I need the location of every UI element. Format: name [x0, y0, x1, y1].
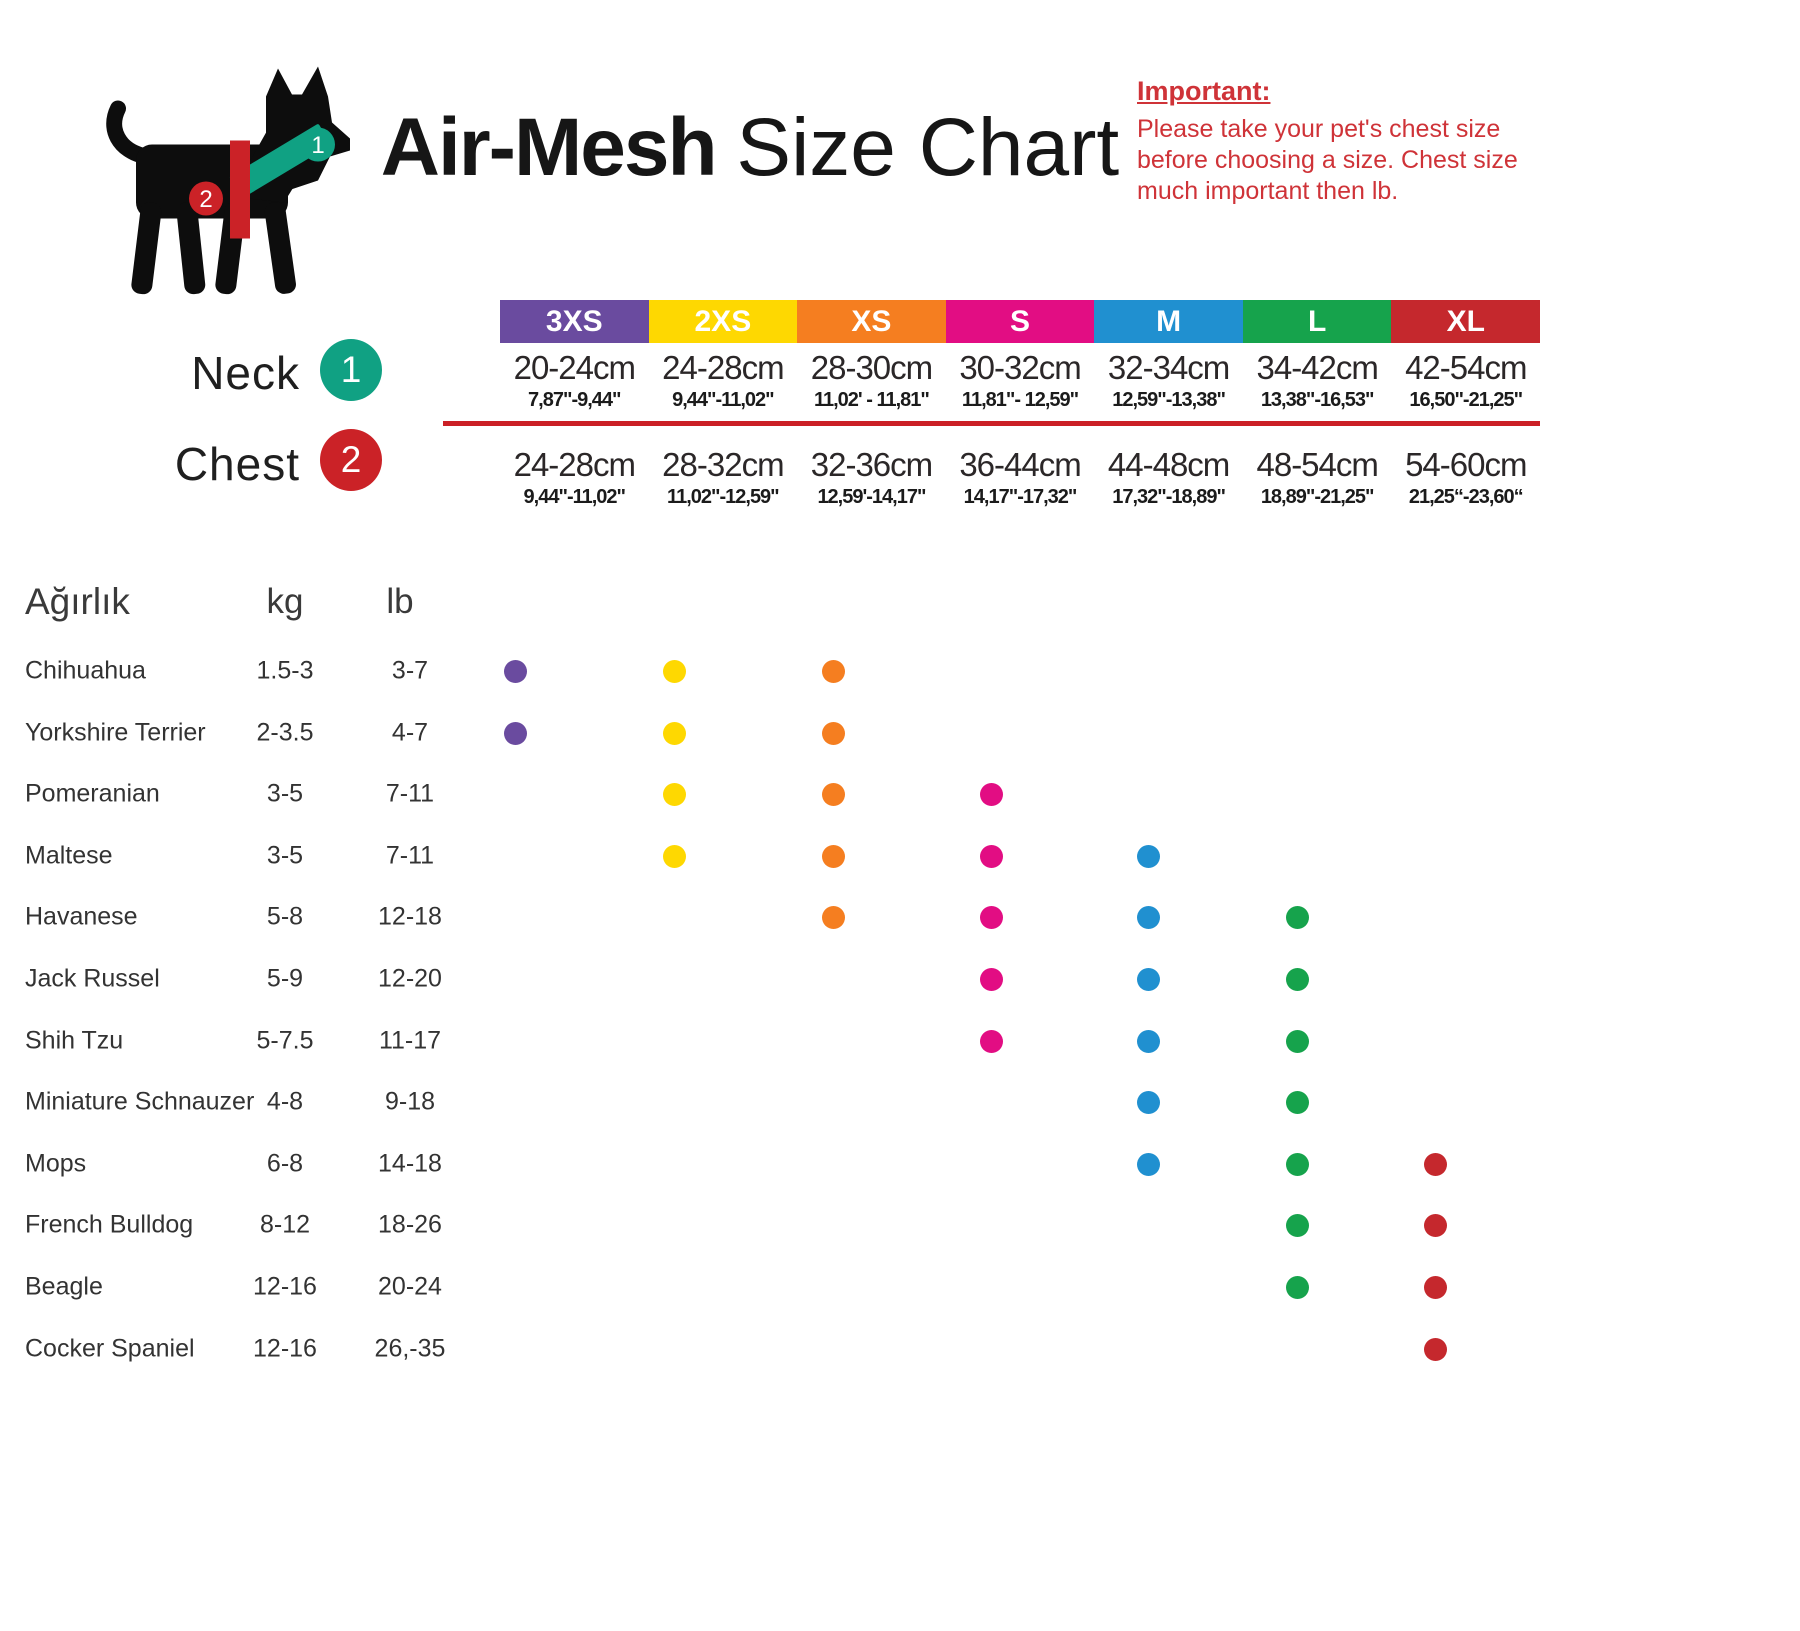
chest-cm-value: 28-32cm — [662, 446, 784, 483]
neck-cm-value: 28-30cm — [810, 349, 933, 386]
size-dot-xl — [1424, 1276, 1447, 1299]
size-dot-xs — [822, 722, 845, 745]
chest-inch-value: 12,59'-14,17" — [817, 486, 926, 508]
column-header-kg: kg — [266, 582, 304, 621]
size-dot-2xs — [663, 660, 686, 683]
table-row — [0, 763, 1800, 825]
chest-inch-value: 21,25“-23,60“ — [1408, 486, 1523, 508]
dog-leg — [130, 201, 162, 295]
chest-inch-value: 9,44"-11,02" — [523, 486, 626, 508]
chest-size-cell-xs — [797, 446, 946, 509]
neck-inch-value: 11,02' - 11,81" — [813, 389, 929, 411]
size-dot-xl — [1424, 1153, 1447, 1176]
neck-inch-value: 9,44"-11,02" — [672, 389, 774, 411]
neck-cm-value: 32-34cm — [1107, 349, 1230, 386]
table-row — [0, 1071, 1800, 1133]
size-column-s: S — [946, 300, 1095, 343]
dog-diagram — [78, 55, 358, 303]
page-title — [380, 98, 1120, 198]
chest-cm-value: 44-48cm — [1107, 446, 1230, 483]
breed-name: Jack Russel — [25, 964, 160, 993]
neck-cm-value: 24-28cm — [662, 349, 784, 386]
dog-leg — [264, 201, 298, 295]
breed-kg-value: 5-7.5 — [256, 1026, 314, 1055]
size-dot-s — [980, 783, 1003, 806]
size-dot-l — [1286, 1276, 1309, 1299]
breed-name: French Bulldog — [25, 1210, 194, 1239]
neck-cm-value: 42-54cm — [1405, 349, 1527, 386]
breed-lb-value: 4-7 — [391, 718, 429, 747]
chest-cm-value: 24-28cm — [513, 446, 635, 483]
breed-table-header — [0, 580, 1800, 624]
breed-kg-value: 5-8 — [266, 902, 304, 931]
breed-name: Shih Tzu — [25, 1026, 124, 1055]
neck-inch-value: 13,38"-16,53" — [1260, 389, 1374, 411]
chest-marker-badge — [189, 182, 223, 216]
breed-kg-value: 2-3.5 — [256, 718, 314, 747]
breed-name: Pomeranian — [25, 779, 160, 808]
breed-kg-value: 12-16 — [253, 1334, 317, 1363]
neck-size-cell-xl — [1391, 349, 1540, 412]
chest-size-cell-3xs — [500, 446, 649, 509]
table-row — [0, 1133, 1800, 1195]
neck-inch-value: 7,87"-9,44" — [528, 389, 621, 411]
size-column-l: L — [1243, 300, 1392, 343]
breed-name: Mops — [25, 1149, 87, 1178]
breed-kg-value: 6-8 — [266, 1149, 304, 1178]
neck-size-cell-3xs — [500, 349, 649, 412]
chest-row-label: Chest — [174, 438, 300, 490]
breed-name: Beagle — [25, 1272, 103, 1301]
chest-size-cell-l — [1243, 446, 1392, 509]
chest-number-badge: 2 — [320, 429, 382, 491]
neck-number-badge: 1 — [320, 339, 382, 401]
size-dot-s — [980, 906, 1003, 929]
chest-values-row — [500, 446, 1540, 509]
chest-size-cell-2xs — [649, 446, 798, 509]
breed-lb-value: 20-24 — [378, 1272, 442, 1301]
neck-size-cell-l — [1243, 349, 1392, 412]
chest-inch-value: 18,89"-21,25" — [1260, 486, 1374, 508]
breed-lb-value: 14-18 — [378, 1149, 442, 1178]
breed-lb-value: 3-7 — [391, 656, 429, 685]
breed-lb-value: 18-26 — [378, 1210, 442, 1239]
breed-lb-value: 11-17 — [378, 1026, 442, 1055]
breed-kg-value: 8-12 — [259, 1210, 311, 1239]
size-column-2xs: 2XS — [649, 300, 798, 343]
breed-kg-value: 5-9 — [266, 964, 304, 993]
breed-kg-value: 4-8 — [266, 1087, 304, 1116]
chest-inch-value: 11,02"-12,59" — [667, 486, 779, 508]
size-dot-2xs — [663, 722, 686, 745]
size-dot-m — [1137, 968, 1160, 991]
neck-inch-value: 12,59"-13,38" — [1112, 389, 1225, 411]
size-dot-xl — [1424, 1338, 1447, 1361]
table-row — [0, 1010, 1800, 1072]
chest-cm-value: 48-54cm — [1256, 446, 1378, 483]
table-row — [0, 886, 1800, 948]
chest-size-cell-s — [946, 446, 1095, 509]
chest-size-cell-xl — [1391, 446, 1540, 509]
column-header-breed: Ağırlık — [25, 581, 130, 622]
table-row — [0, 702, 1800, 764]
size-dot-2xs — [663, 783, 686, 806]
size-dot-xs — [822, 845, 845, 868]
column-header-lb: lb — [386, 582, 414, 621]
size-dot-s — [980, 968, 1003, 991]
size-column-m: M — [1094, 300, 1243, 343]
chest-cm-value: 36-44cm — [959, 446, 1081, 483]
breed-kg-value: 3-5 — [266, 841, 304, 870]
table-row — [0, 640, 1800, 702]
chest-inch-value: 17,32"-18,89" — [1112, 486, 1225, 508]
size-dot-l — [1286, 1030, 1309, 1053]
neck-values-row — [500, 349, 1540, 412]
size-dot-3xs — [504, 660, 527, 683]
chest-band — [230, 141, 250, 239]
size-dot-m — [1137, 845, 1160, 868]
table-row — [0, 1318, 1800, 1380]
breed-name: Cocker Spaniel — [25, 1334, 195, 1363]
size-dot-l — [1286, 1091, 1309, 1114]
neck-size-cell-2xs — [649, 349, 798, 412]
chest-inch-value: 14,17"-17,32" — [963, 486, 1077, 508]
neck-inch-value: 16,50"-21,25" — [1409, 389, 1523, 411]
size-dot-3xs — [504, 722, 527, 745]
chest-size-cell-m — [1094, 446, 1243, 509]
neck-size-cell-xs — [797, 349, 946, 412]
important-heading: Important: — [1137, 76, 1271, 106]
neck-marker-badge — [301, 128, 335, 162]
breed-kg-value: 12-16 — [253, 1272, 317, 1301]
breed-lb-value: 26,-35 — [374, 1334, 446, 1363]
divider-line — [443, 421, 1540, 426]
size-column-3xs: 3XS — [500, 300, 649, 343]
chest-cm-value: 32-36cm — [810, 446, 933, 483]
chest-marker-number: 2 — [199, 186, 213, 213]
title-suffix: Size Chart — [736, 102, 1120, 193]
size-dot-m — [1137, 1091, 1160, 1114]
size-dot-xs — [822, 906, 845, 929]
size-header-row — [500, 300, 1540, 343]
neck-cm-value: 20-24cm — [513, 349, 635, 386]
breed-lb-value: 7-11 — [385, 841, 435, 870]
size-dot-m — [1137, 1030, 1160, 1053]
size-column-xl: XL — [1391, 300, 1540, 343]
breed-name: Maltese — [25, 841, 113, 870]
size-dot-l — [1286, 1153, 1309, 1176]
breed-lb-value: 12-18 — [378, 902, 442, 931]
size-dot-l — [1286, 968, 1309, 991]
size-dot-xs — [822, 783, 845, 806]
table-row — [0, 1256, 1800, 1318]
size-dot-xs — [822, 660, 845, 683]
chest-cm-value: 54-60cm — [1405, 446, 1527, 483]
breed-kg-value: 3-5 — [266, 779, 304, 808]
important-text: Please take your pet's chest size before choosing a size. Chest size much important then lb. — [1137, 115, 1518, 205]
size-dot-xl — [1424, 1214, 1447, 1237]
table-row — [0, 1194, 1800, 1256]
breed-lb-value: 9-18 — [384, 1087, 436, 1116]
size-dot-l — [1286, 1214, 1309, 1237]
neck-size-cell-s — [946, 349, 1095, 412]
size-column-xs: XS — [797, 300, 946, 343]
breed-table-rows — [0, 640, 1800, 1400]
neck-size-cell-m — [1094, 349, 1243, 412]
size-dot-m — [1137, 1153, 1160, 1176]
table-row — [0, 825, 1800, 887]
breed-kg-value: 1.5-3 — [256, 656, 314, 685]
breed-name: Havanese — [25, 902, 138, 931]
size-dot-2xs — [663, 845, 686, 868]
neck-inch-value: 11,81"- 12,59" — [961, 389, 1079, 411]
size-dot-s — [980, 845, 1003, 868]
neck-marker-number: 1 — [311, 132, 325, 159]
breed-name: Chihuahua — [25, 656, 146, 685]
breed-name: Yorkshire Terrier — [25, 718, 206, 747]
size-dot-l — [1286, 906, 1309, 929]
title-product-name: Air-Mesh — [380, 102, 716, 193]
breed-lb-value: 12-20 — [378, 964, 442, 993]
important-note — [1137, 76, 1555, 207]
neck-cm-value: 30-32cm — [959, 349, 1081, 386]
neck-row-label: Neck — [191, 347, 300, 399]
breed-lb-value: 7-11 — [385, 779, 435, 808]
neck-cm-value: 34-42cm — [1256, 349, 1378, 386]
table-row — [0, 948, 1800, 1010]
size-dot-s — [980, 1030, 1003, 1053]
breed-name: Miniature Schnauzer — [25, 1087, 255, 1116]
size-dot-m — [1137, 906, 1160, 929]
